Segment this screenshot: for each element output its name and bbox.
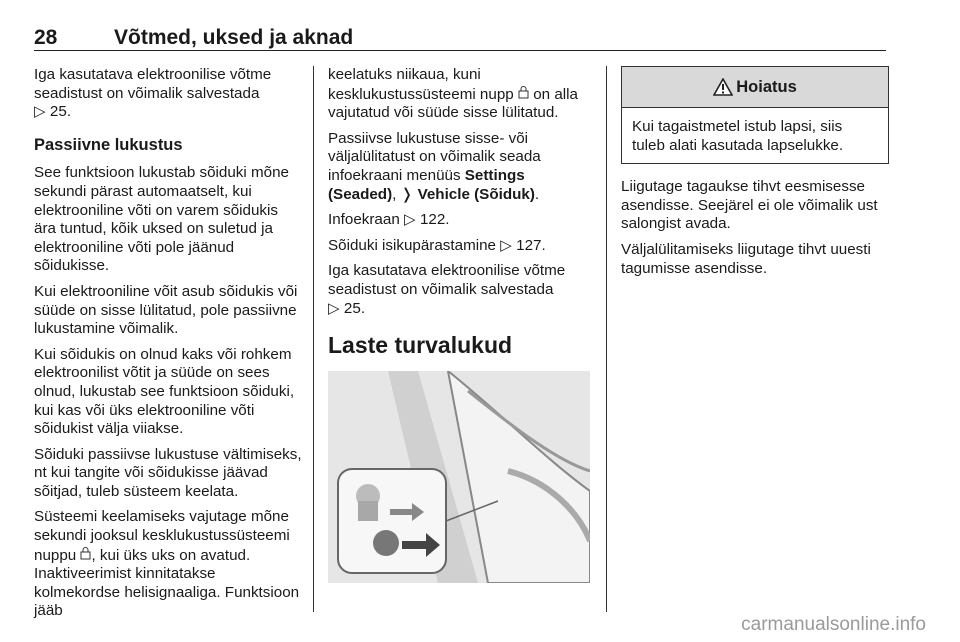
arrow-ref-icon: ▷ (34, 103, 46, 121)
child-lock-illustration (328, 371, 590, 583)
watermark-text: carmanualsonline.info (741, 614, 926, 635)
paragraph: Infoekraan ▷ 122. (328, 211, 450, 229)
section-heading: Passiivne lukustus (34, 135, 183, 154)
column-right (621, 66, 889, 285)
warning-title: Hoiatus (736, 77, 797, 96)
lock-button-icon (518, 85, 529, 99)
section-heading: Laste turvalukud (328, 332, 513, 359)
lock-button-icon (80, 546, 91, 560)
page-ref-link[interactable]: 25. (49, 103, 72, 121)
menu-settings: Settings (Seaded) (328, 166, 525, 203)
column-left (34, 66, 304, 628)
paragraph: Sõiduki isikupärastamine ▷ 127. (328, 236, 546, 254)
door-drawing (328, 371, 590, 583)
page-header (34, 26, 886, 51)
page-ref-link[interactable]: 127. (516, 236, 546, 254)
paragraph: Passiivse lukustuse sisse- või väljalülitatust on võimalik seada infoekraani menüüs Settings (Seaded), ❭ Vehicle (Sõiduk). (328, 129, 541, 203)
paragraph: keelatuks niikaua, kuni kesklukustussüsteemi nupp on alla vajutatud või süüde sisse lülitatud. (328, 66, 578, 122)
paragraph: Liigutage tagaukse tihvt eesmisesse asendisse. Seejärel ei ole võimalik ust salongist avada. (621, 178, 878, 233)
warning-box (621, 66, 889, 164)
paragraph: See funktsioon lukustab sõiduki mõne sekundi pärast automaatselt, kui elektrooniline võti on varem sõidukis ära tuntud, kõik uksed on suletud ja elektrooniline võti pole jäänud sõidukisse. (34, 164, 289, 275)
paragraph: Iga kasutatava elektroonilise võtme seadistust on võimalik salvestada ▷ 25. (328, 262, 566, 317)
page-ref-link[interactable]: 122. (419, 211, 450, 229)
arrow-ref-icon: ▷ (328, 299, 340, 317)
page-number: 28 (34, 26, 58, 49)
column-divider (606, 66, 607, 612)
paragraph: Sõiduki passiivse lukustuse vältimiseks, nt kui tangite või sõidukisse jäävad sõitjad, tuleb süsteem keelata. (34, 445, 302, 500)
chapter-title: Võtmed, uksed ja aknad (114, 26, 354, 49)
arrow-ref-icon: ▷ (404, 211, 416, 229)
paragraph: Kui sõidukis on olnud kaks või rohkem elektroonilist võtit ja süüde on sees olnud, lukustab see funktsioon sõiduki, kui kas või üks elektrooniline võti sõidukist välja viiakse. (34, 345, 295, 438)
column-middle (328, 66, 596, 583)
column-divider (313, 66, 314, 612)
paragraph: Süsteemi keelamiseks vajutage mõne sekundi jooksul kesklukustussüsteemi nuppu , kui üks uks on avatud. Inaktiveerimist kinnitatakse kolmekordse helisignaaliga. Funktsioon jääb (34, 508, 300, 620)
paragraph: Väljalülitamiseks liigutage tihvt uuesti tagumisse asendisse. (621, 240, 871, 277)
warning-text: Kui tagaistmetel istub lapsi, siis tuleb alati kasutada lapselukke. (632, 118, 844, 154)
page-ref-link[interactable]: 25. (343, 299, 366, 317)
menu-arrow-icon: ❭ (400, 185, 414, 203)
warning-triangle-icon (713, 78, 733, 96)
menu-vehicle: Vehicle (Sõiduk) (417, 185, 535, 203)
paragraph: Iga kasutatava elektroonilise võtme seadistust on võimalik salvestada ▷ 25. (34, 66, 272, 121)
warning-header (622, 67, 888, 108)
arrow-ref-icon: ▷ (500, 236, 512, 254)
paragraph: Kui elektrooniline võit asub sõidukis või süüde on sisse lülitatud, pole passiivne lukustamine võimalik. (34, 282, 298, 338)
